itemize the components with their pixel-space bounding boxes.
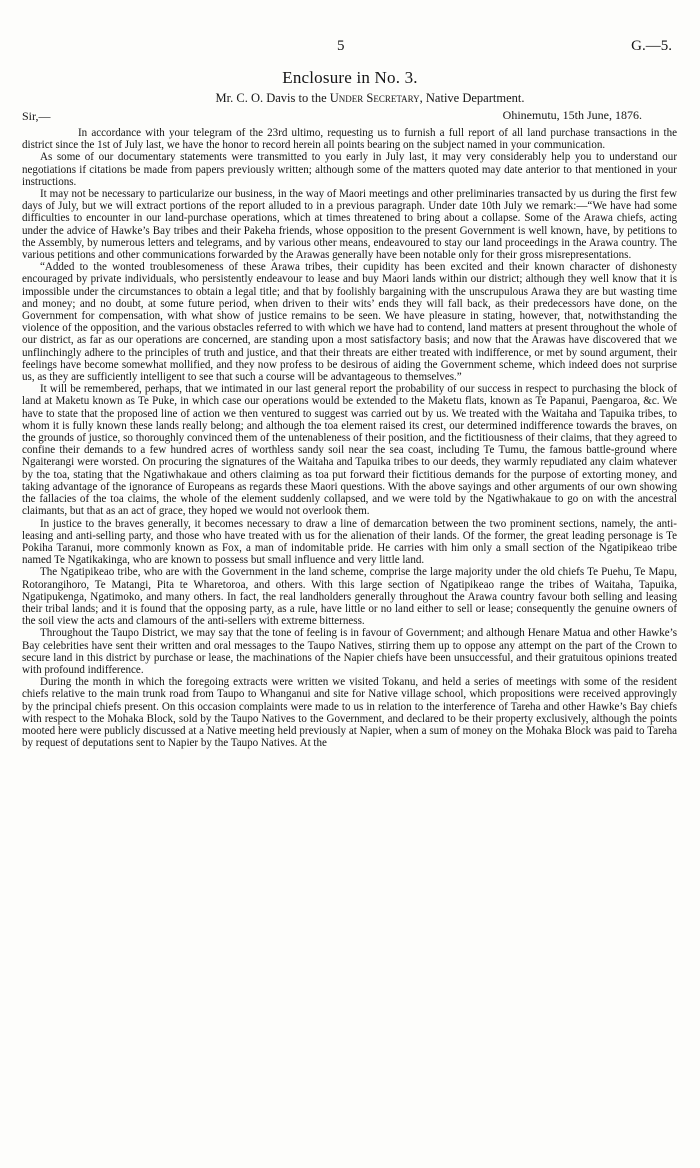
- place-date: Ohinemutu, 15th June, 1876.: [502, 108, 642, 122]
- page-header: [0, 38, 700, 58]
- paragraph: The Ngatipikeao tribe, who are with the Government in the land scheme, comprise the large majority under the old chiefs Te Puehu, Te Mapu, Rotorangihoro, Te Matangi, Pita te Wharetoroa, and others. With this large section of Ngatipikeao range the tribes of Waitaha, Tapuika, Ngatipukenga, Ngatimoko, and many others. In fact, the real landholders generally throughout the Arawa country favour both selling and leasing their tribal lands; and it is found that the opposing party, as a rule, have little or no land either to sell or lease; consequently the genuine owners of the soil view the acts and clamours of the anti-sellers with extreme bitterness.: [22, 566, 677, 628]
- addressee: Under Secretary: [329, 91, 420, 105]
- paragraph: Throughout the Taupo District, we may say that the tone of feeling is in favour of Government; and although Henare Matua and other Hawke’s Bay celebrities have sent their written and oral messages to the Taupo Natives, stirring them up to oppose any attempt on the part of the Crown to secure land in this district by purchase or lease, the machinations of the Napier chiefs have been unsuccessful, and their gratuitous opinions treated with profound indifference.: [22, 627, 677, 676]
- from-line: [60, 91, 680, 106]
- enclosure-title: Enclosure in No. 3.: [282, 68, 418, 87]
- paragraph: As some of our documentary statements were transmitted to you early in July last, it may very considerably help you to understand our negotiations if citations be made from papers previously written; although some of the matters quoted may date anterior to that mentioned in your instructions.: [22, 151, 677, 188]
- paragraph: During the month in which the foregoing extracts were written we visited Tokanu, and held a series of meetings with some of the resident chiefs relative to the main trunk road from Taupo to Whanganui and site for Native village school, which propositions were received approvingly by the principal chiefs present. On this occasion complaints were made to us in relation to the interference of Tareha and other Hawke’s Bay chiefs with respect to the Mohaka Block, sold by the Taupo Natives to the Government, and declared to be their property exclusively, although the points mooted here were publicly discussed at a Native meeting held previously at Napier, when a sum of money on the Mohaka Block was paid to Tareha by request of deputations sent to Napier by the Taupo Natives. At the: [22, 676, 677, 750]
- from-line-prefix: Mr. C. O. Davis to the: [215, 91, 327, 105]
- paragraph: In accordance with your telegram of the 23rd ultimo, requesting us to furnish a full report of all land purchase transactions in the district since the 1st of July last, we have the honor to record herein all points bearing on the subject named in your communication.: [22, 127, 677, 152]
- paragraph: In justice to the braves generally, it becomes necessary to draw a line of demarcation between the two prominent sections, namely, the anti-leasing and anti-selling party, and those who have treated with us for the alienation of their lands. Of the former, the great leading personage is Te Pokiha Taranui, more commonly known as Fox, a man of indomitable pride. He carries with him only a small section of the Ngatipikeao tribe named Te Ngatikakinga, who are known to possess but small influence and very little land.: [22, 517, 677, 567]
- paragraph: “Added to the wonted troublesomeness of these Arawa tribes, their cupidity has been excited and their known character of dishonesty encouraged by private individuals, who persistently endeavour to lease and buy Maori lands within our district; although they well know that it is impossible under the circumstances to obtain a legal title; and that by foolishly bargaining with the unscrupulous Arawa they are but wasting time and money; and no doubt, at some future period, when driven to their wits’ ends they will fall back, as their predecessors have done, on the Government for compensation, with what show of justice remains to be seen. We have pleasure in stating, however, that, notwithstanding the violence of the opposition, and the various obstacles referred to with which we have had to contend, land matters at present throughout the whole of our district, as far as our operations are concerned, are standing upon a most satisfactory basis; and now that the Arawas have discovered that we unflinchingly adhere to the principles of truth and justice, and that their threats are either treated with indifference, or met by sound argument, their feelings have become somewhat mollified, and they now profess to be desirous of aiding the Government scheme, which indeed does not surprise us, as they are sufficiently intelligent to see that such a course will be advantageous to themselves.”: [22, 261, 677, 384]
- paragraph: It may not be necessary to particularize our business, in the way of Maori meetings and other preliminaries transacted by us during the first few days of July, but we will extract portions of the report alluded to in a previous paragraph. Under date 10th July we remark:—“We have had some difficulties to encounter in our land-purchase operations, which at times threatened to bring about a collapse. Some of the Arawa chiefs, acting under the advice of Hawke’s Bay tribes and their Pakeha friends, whose opposition to the present Government is well known, have, by petitions to the Assembly, by numerous letters and telegrams, and by various other means, endeavoured to stay our land proceedings in the Arawa country. The various petitions and other communications forwarded by the Arawas generally have been notable only for their gross misrepresentations.: [22, 188, 677, 262]
- from-line-suffix: , Native Department.: [419, 91, 525, 105]
- letter-body: [22, 127, 677, 1147]
- page-number: 5: [337, 38, 345, 54]
- salutation: Sir,—: [22, 109, 51, 123]
- paragraph: It will be remembered, perhaps, that we intimated in our last general report the probability of our success in respect to purchasing the block of land at Maketu known as Te Puke, in which case our operations would be extended to the Maketu flats, known as Te Papanui, Paengaroa, &c. We have to state that the proposed line of action we then ventured to suggest was carried out by us. We treated with the Waitaha and Tapuika tribes, to whom it is fully known these lands really belong; and although the toa element raised its crest, our determined indifference towards the braves, on the grounds of justice, so thoroughly convinced them of the untenableness of their position, and the fictitiousness of their claims, that they agreed to confine their demands to a few hundred acres of worthless sandy soil near the sea coast, including Te Tumu, the famous battle-ground where Ngaiterangi were worsted. On procuring the signatures of the Waitaha and Tapuika tribes to our deeds, they warmly repudiated any claim whatever by the toa, stating that the Ngatiwhakaue and others claiming as toa put forward their fictitious demands for the purpose of extorting money, and taking advantage of the ignorance of Europeans as regards these Maori questions. With the above sayings and other arguments of our own showing the fallacies of the toa claims, the whole of the element suddenly collapsed, and we were told by the Ngatiwhakaue to go on with the ancestral claimants, but that as an act of grace, they hoped we would not overlook them.: [22, 383, 677, 518]
- series-number: G.—5.: [631, 38, 672, 54]
